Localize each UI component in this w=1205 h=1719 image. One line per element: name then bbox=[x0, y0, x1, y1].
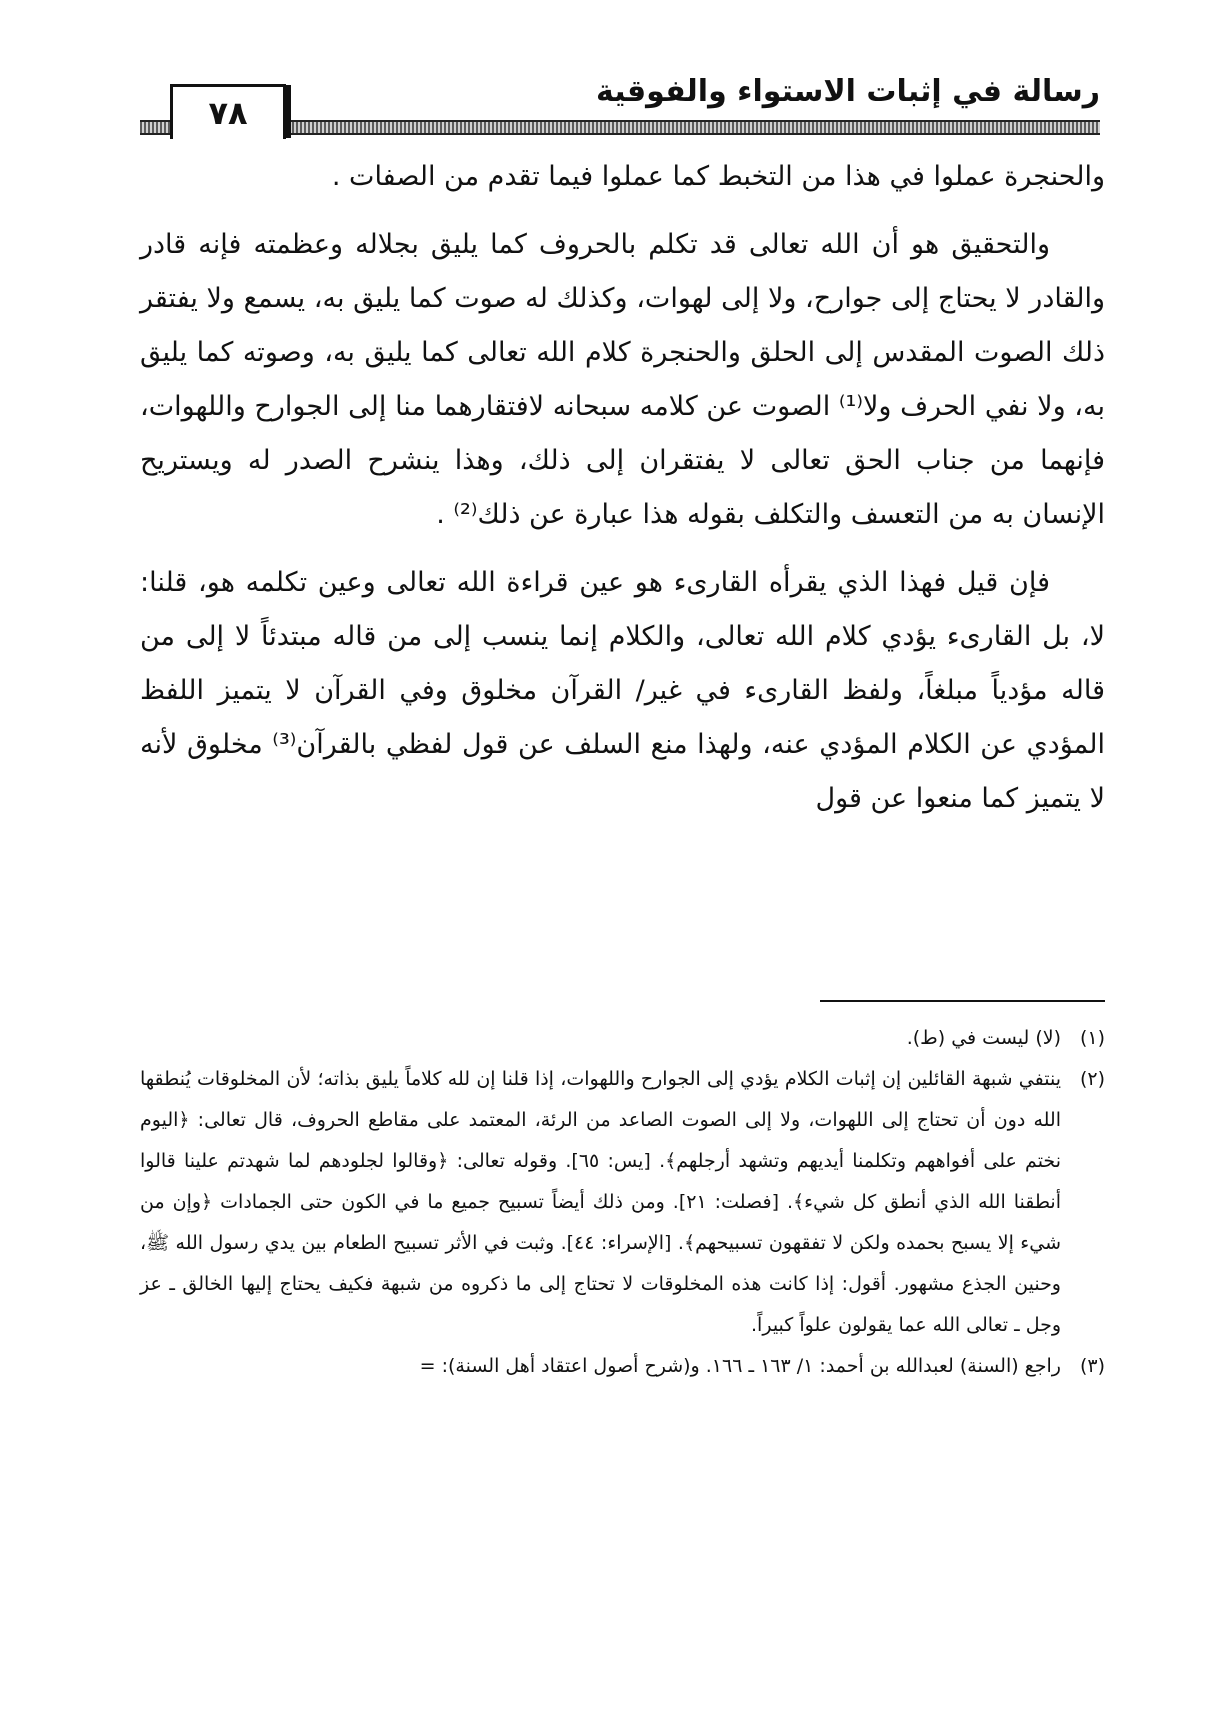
footnote-number: (٣) bbox=[1079, 1355, 1105, 1377]
footnote-text: (لا) ليست في (ط). bbox=[906, 1027, 1061, 1049]
paragraph-1: والحنجرة عملوا في هذا من التخبط كما عملوا فيما تقدم من الصفات . bbox=[331, 161, 1105, 192]
footnote-1 bbox=[140, 1018, 1105, 1059]
footnote-text: راجع (السنة) لعبدالله بن أحمد: ١/ ١٦٣ ـ ١٦٦. و(شرح أصول اعتقاد أهل السنة): = bbox=[419, 1355, 1061, 1377]
footnote-separator bbox=[820, 1000, 1105, 1002]
footnote-2 bbox=[140, 1059, 1105, 1346]
footnote-3 bbox=[140, 1346, 1105, 1387]
page-header bbox=[140, 66, 1100, 136]
paragraph-3: فإن قيل فهذا الذي يقرأه القارىء هو عين قراءة الله تعالى وعين تكلمه هو، قلنا: لا، بل القارىء يؤدي كلام الله تعالى، والكلام إنما ينسب إلى من قاله مبتدئاً لا إلى من قاله مؤدياً مبلغاً، ولفظ القارىء في غير/ القرآن مخلوق وفي القرآن لا يتميز اللفظ المؤدي عن الكلام المؤدي عنه، ولهذا منع السلف عن قول لفظي بالقرآن⁽³⁾ مخلوق لأنه لا يتميز كما منعوا عن قول bbox=[140, 567, 1105, 814]
running-title: رسالة في إثبات الاستواء والفوقية bbox=[596, 74, 1100, 109]
page-number: ٧٨ bbox=[170, 84, 286, 139]
footnote-number: (١) bbox=[1079, 1027, 1105, 1049]
footnotes bbox=[140, 1018, 1105, 1387]
main-text bbox=[140, 150, 1105, 826]
footnote-text: ينتفي شبهة القائلين إن إثبات الكلام يؤدي إلى الجوارح واللهوات، إذا قلنا إن لله كلاماً يليق بذاته؛ لأن المخلوقات يُنطقها الله دون أن تحتاج إلى اللهوات، ولا إلى الصوت الصاعد من الرئة، المعتمد على مقاطع الحروف، قال تعالى: ﴿اليوم نختم على أفواههم وتكلمنا أيديهم وتشهد أرجلهم﴾. [يس: ٦٥]. وقوله تعالى: ﴿وقالوا لجلودهم لما شهدتم علينا قالوا أنطقنا الله الذي أنطق كل شيء﴾. [فصلت: ٢١]. ومن ذلك أيضاً تسبيح جميع ما في الكون حتى الجمادات ﴿وإن من شيء إلا يسبح بحمده ولكن لا تفقهون تسبيحهم﴾. [الإسراء: ٤٤]. وثبت في الأثر تسبيح الطعام بين يدي رسول الله ﷺ، وحنين الجذع مشهور. أقول: إذا كانت هذه المخلوقات لا تحتاج إلى ما ذكروه من شبهة فكيف يحتاج إليها الخالق ـ عز وجل ـ تعالى الله عما يقولون علواً كبيراً. bbox=[140, 1068, 1061, 1336]
footnote-number: (٢) bbox=[1079, 1068, 1105, 1090]
paragraph-2: والتحقيق هو أن الله تعالى قد تكلم بالحروف كما يليق بجلاله وعظمته فإنه قادر والقادر لا يحتاج إلى جوارح، ولا إلى لهوات، وكذلك له صوت كما يليق به، يسمع ولا يفتقر ذلك الصوت المقدس إلى الحلق والحنجرة كلام الله تعالى كما يليق به، وصوته كما يليق به، ولا نفي الحرف ولا⁽¹⁾ الصوت عن كلامه سبحانه لافتقارهما منا إلى الجوارح واللهوات، فإنهما من جناب الحق تعالى لا يفتقران إلى ذلك، وهذا ينشرح الصدر له ويستريح الإنسان به من التعسف والتكلف بقوله هذا عبارة عن ذلك⁽²⁾ . bbox=[140, 229, 1105, 530]
